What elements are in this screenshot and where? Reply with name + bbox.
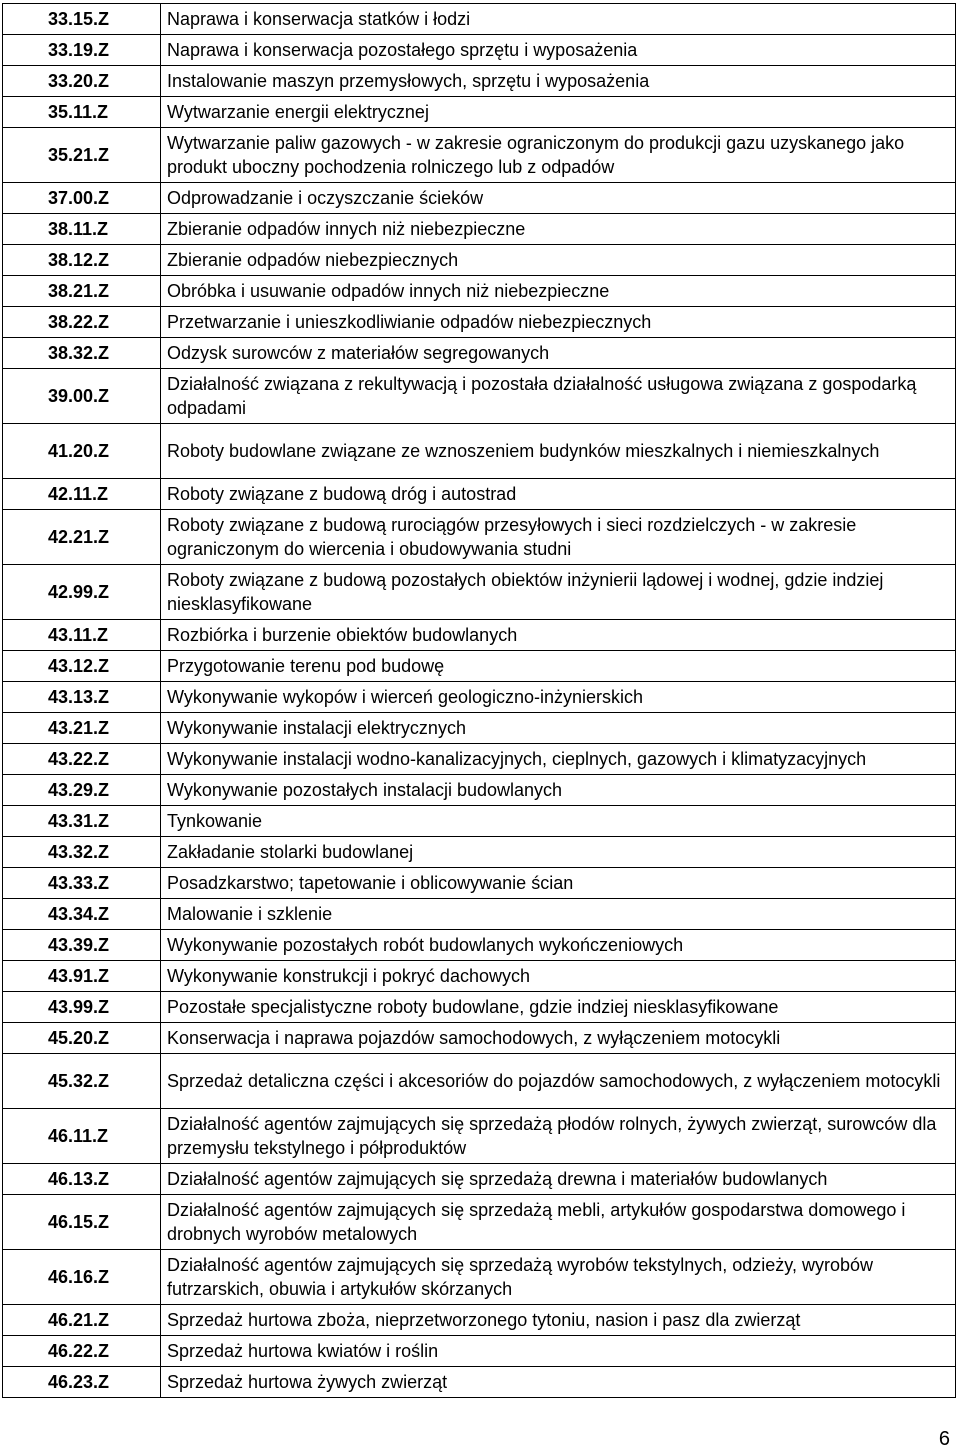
pkd-description-cell: Sprzedaż hurtowa kwiatów i roślin: [161, 1336, 956, 1367]
pkd-description-cell: Pozostałe specjalistyczne roboty budowlane, gdzie indziej niesklasyfikowane: [161, 992, 956, 1023]
table-row: [3, 899, 956, 930]
pkd-description-cell: Działalność związana z rekultywacją i pozostała działalność usługowa związana z gospodarką odpadami: [161, 369, 956, 424]
pkd-code-cell: 35.11.Z: [3, 97, 161, 128]
pkd-code-cell: 41.20.Z: [3, 424, 161, 479]
table-row: [3, 369, 956, 424]
pkd-description-cell: Wytwarzanie energii elektrycznej: [161, 97, 956, 128]
page-number: 6: [938, 1428, 950, 1450]
pkd-description-cell: Roboty związane z budową rurociągów przesyłowych i sieci rozdzielczych - w zakresie ograniczonym do wiercenia i obudowywania studni: [161, 510, 956, 565]
table-row: [3, 1054, 956, 1109]
pkd-code-cell: 42.11.Z: [3, 479, 161, 510]
pkd-code-cell: 43.31.Z: [3, 806, 161, 837]
pkd-description-cell: Malowanie i szklenie: [161, 899, 956, 930]
pkd-description-cell: Roboty związane z budową pozostałych obiektów inżynierii lądowej i wodnej, gdzie indziej niesklasyfikowane: [161, 565, 956, 620]
table-row: [3, 338, 956, 369]
pkd-code-cell: 43.99.Z: [3, 992, 161, 1023]
table-row: [3, 183, 956, 214]
pkd-description-cell: Odzysk surowców z materiałów segregowanych: [161, 338, 956, 369]
pkd-code-cell: 38.11.Z: [3, 214, 161, 245]
table-row: [3, 214, 956, 245]
pkd-code-cell: 38.21.Z: [3, 276, 161, 307]
table-row: [3, 682, 956, 713]
pkd-description-cell: Działalność agentów zajmujących się sprzedażą mebli, artykułów gospodarstwa domowego i drobnych wyrobów metalowych: [161, 1195, 956, 1250]
pkd-code-cell: 46.23.Z: [3, 1367, 161, 1398]
table-row: [3, 245, 956, 276]
table-row: [3, 620, 956, 651]
pkd-code-cell: 43.33.Z: [3, 868, 161, 899]
pkd-description-cell: Naprawa i konserwacja statków i łodzi: [161, 4, 956, 35]
pkd-code-cell: 46.13.Z: [3, 1164, 161, 1195]
table-row: [3, 1367, 956, 1398]
pkd-description-cell: Wykonywanie pozostałych robót budowlanych wykończeniowych: [161, 930, 956, 961]
table-row: [3, 992, 956, 1023]
table-row: [3, 930, 956, 961]
pkd-code-cell: 43.12.Z: [3, 651, 161, 682]
pkd-code-cell: 33.15.Z: [3, 4, 161, 35]
table-row: [3, 1195, 956, 1250]
pkd-description-cell: Zakładanie stolarki budowlanej: [161, 837, 956, 868]
pkd-description-cell: Sprzedaż hurtowa żywych zwierząt: [161, 1367, 956, 1398]
pkd-description-cell: Konserwacja i naprawa pojazdów samochodowych, z wyłączeniem motocykli: [161, 1023, 956, 1054]
table-row: [3, 128, 956, 183]
table-row: [3, 961, 956, 992]
pkd-code-cell: 46.16.Z: [3, 1250, 161, 1305]
pkd-code-cell: 37.00.Z: [3, 183, 161, 214]
pkd-code-cell: 42.99.Z: [3, 565, 161, 620]
table-row: [3, 479, 956, 510]
pkd-code-cell: 43.29.Z: [3, 775, 161, 806]
pkd-code-cell: 43.39.Z: [3, 930, 161, 961]
pkd-code-cell: 46.15.Z: [3, 1195, 161, 1250]
table-row: [3, 1336, 956, 1367]
pkd-code-cell: 45.32.Z: [3, 1054, 161, 1109]
pkd-codes-table: [2, 3, 956, 1398]
table-row: [3, 565, 956, 620]
pkd-code-cell: 43.22.Z: [3, 744, 161, 775]
pkd-description-cell: Działalność agentów zajmujących się sprzedażą płodów rolnych, żywych zwierząt, surowców dla przemysłu tekstylnego i półproduktów: [161, 1109, 956, 1164]
table-row: [3, 4, 956, 35]
pkd-code-cell: 33.19.Z: [3, 35, 161, 66]
table-row: [3, 868, 956, 899]
table-row: [3, 1305, 956, 1336]
table-row: [3, 1109, 956, 1164]
pkd-code-cell: 46.11.Z: [3, 1109, 161, 1164]
pkd-code-cell: 43.11.Z: [3, 620, 161, 651]
table-row: [3, 276, 956, 307]
pkd-description-cell: Wykonywanie wykopów i wierceń geologiczno-inżynierskich: [161, 682, 956, 713]
pkd-code-cell: 43.32.Z: [3, 837, 161, 868]
pkd-description-cell: Posadzkarstwo; tapetowanie i oblicowywanie ścian: [161, 868, 956, 899]
pkd-description-cell: Przygotowanie terenu pod budowę: [161, 651, 956, 682]
table-row: [3, 775, 956, 806]
pkd-code-cell: 38.22.Z: [3, 307, 161, 338]
pkd-code-cell: 43.21.Z: [3, 713, 161, 744]
pkd-code-cell: 46.21.Z: [3, 1305, 161, 1336]
pkd-code-cell: 43.13.Z: [3, 682, 161, 713]
pkd-code-cell: 38.32.Z: [3, 338, 161, 369]
pkd-description-cell: Naprawa i konserwacja pozostałego sprzętu i wyposażenia: [161, 35, 956, 66]
pkd-code-cell: 43.91.Z: [3, 961, 161, 992]
table-row: [3, 806, 956, 837]
pkd-description-cell: Wykonywanie instalacji wodno-kanalizacyjnych, cieplnych, gazowych i klimatyzacyjnych: [161, 744, 956, 775]
pkd-description-cell: Zbieranie odpadów niebezpiecznych: [161, 245, 956, 276]
pkd-description-cell: Wykonywanie pozostałych instalacji budowlanych: [161, 775, 956, 806]
pkd-description-cell: Zbieranie odpadów innych niż niebezpieczne: [161, 214, 956, 245]
table-row: [3, 97, 956, 128]
table-row: [3, 1023, 956, 1054]
table-row: [3, 1250, 956, 1305]
pkd-code-cell: 46.22.Z: [3, 1336, 161, 1367]
pkd-description-cell: Roboty budowlane związane ze wznoszeniem budynków mieszkalnych i niemieszkalnych: [161, 424, 956, 479]
pkd-description-cell: Działalność agentów zajmujących się sprzedażą wyrobów tekstylnych, odzieży, wyrobów futrzarskich, obuwia i artykułów skórzanych: [161, 1250, 956, 1305]
table-row: [3, 424, 956, 479]
pkd-description-cell: Odprowadzanie i oczyszczanie ścieków: [161, 183, 956, 214]
pkd-description-cell: Wykonywanie instalacji elektrycznych: [161, 713, 956, 744]
pkd-description-cell: Obróbka i usuwanie odpadów innych niż niebezpieczne: [161, 276, 956, 307]
pkd-code-cell: 35.21.Z: [3, 128, 161, 183]
pkd-code-cell: 42.21.Z: [3, 510, 161, 565]
pkd-code-cell: 39.00.Z: [3, 369, 161, 424]
pkd-code-cell: 38.12.Z: [3, 245, 161, 276]
pkd-description-cell: Instalowanie maszyn przemysłowych, sprzętu i wyposażenia: [161, 66, 956, 97]
table-row: [3, 837, 956, 868]
pkd-description-cell: Działalność agentów zajmujących się sprzedażą drewna i materiałów budowlanych: [161, 1164, 956, 1195]
pkd-description-cell: Wykonywanie konstrukcji i pokryć dachowych: [161, 961, 956, 992]
table-row: [3, 66, 956, 97]
pkd-code-cell: 45.20.Z: [3, 1023, 161, 1054]
table-row: [3, 510, 956, 565]
pkd-description-cell: Przetwarzanie i unieszkodliwianie odpadów niebezpiecznych: [161, 307, 956, 338]
pkd-description-cell: Wytwarzanie paliw gazowych - w zakresie ograniczonym do produkcji gazu uzyskanego jako produkt uboczny pochodzenia rolniczego lub z odpadów: [161, 128, 956, 183]
table-row: [3, 1164, 956, 1195]
table-row: [3, 35, 956, 66]
pkd-code-cell: 33.20.Z: [3, 66, 161, 97]
pkd-description-cell: Sprzedaż detaliczna części i akcesoriów do pojazdów samochodowych, z wyłączeniem motocykli: [161, 1054, 956, 1109]
table-row: [3, 713, 956, 744]
table-row: [3, 744, 956, 775]
pkd-table-body: [3, 4, 956, 1398]
pkd-description-cell: Roboty związane z budową dróg i autostrad: [161, 479, 956, 510]
table-row: [3, 651, 956, 682]
table-row: [3, 307, 956, 338]
pkd-description-cell: Sprzedaż hurtowa zboża, nieprzetworzonego tytoniu, nasion i pasz dla zwierząt: [161, 1305, 956, 1336]
pkd-description-cell: Rozbiórka i burzenie obiektów budowlanych: [161, 620, 956, 651]
pkd-code-cell: 43.34.Z: [3, 899, 161, 930]
pkd-description-cell: Tynkowanie: [161, 806, 956, 837]
